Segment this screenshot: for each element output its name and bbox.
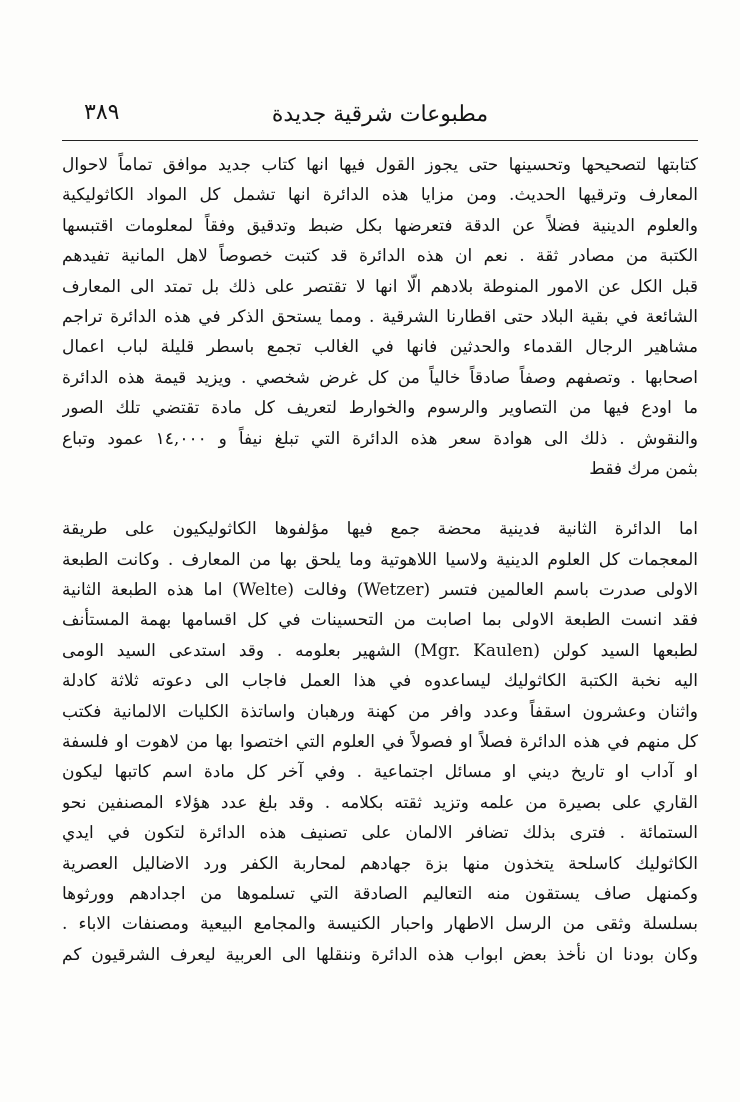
- paragraph-2: [62, 514, 698, 970]
- text-line: واثنان وعشرون اسقفاً وعدد وافر من كهنة ورهبان واساتذة الكليات الالمانية فكتب: [62, 701, 698, 722]
- text-line: اليه نخبة الكتبة الكاثوليك ليساعدوه في هذا العمل فاجاب الى دعوته ثلاثة كادلة: [62, 671, 698, 692]
- text-line: وكمنهل صاف يستقون منه التعاليم الصادقة التي تسلموها من اجدادهم وورثوها: [62, 883, 698, 904]
- text-line: بثمن مرك فقط: [589, 458, 698, 479]
- text-line: المعارف وترقيها الحديث. ومن مزايا هذه الدائرة انها تشمل كل المواد الكاثوليكية: [62, 185, 698, 206]
- text-line: مشاهير الرجال القدماء والحدثين فانها في الغالب تجمع باسطر قليلة لباب اعمال: [62, 337, 698, 358]
- text-line: وكان بودنا ان نأخذ بعض ابواب هذه الدائرة وننقلها الى العربية ليعرف الشرقيون كم: [62, 944, 698, 965]
- text-line: الاولى صدرت باسم العالمين فتسر (Wetzer) وفالت (Welte) اما هذه الطبعة الثانية: [62, 580, 698, 601]
- text-line: القاري على بصيرة من علمه وتزيد ثقته بكلامه . وقد بلغ عدد هؤلاء المصنفين نحو: [62, 792, 698, 813]
- text-line: كل منهم في هذه الدائرة فصلاً او فصولاً في العلوم التي اختصوا بها من لاهوت او فلسفة: [62, 732, 698, 753]
- text-line: الشائعة في بقية البلاد حتى اقطارنا الشرقية . ومما يستحق الذكر في هذه الدائرة تراجم: [62, 306, 698, 327]
- text-line: بسلسلة وثقى من الرسل الاطهار واحبار الكنيسة والمجامع البيعية ومصنفات الاباء .: [62, 914, 698, 935]
- paragraph-1: [62, 150, 698, 484]
- text-line: لطبعها السيد كولن (Mgr. Kaulen) الشهير بعلومه . وقد استدعى السيد الومى: [62, 640, 698, 661]
- text-line: ما اودع فيها من التصاوير والرسوم والخوارط لتعريف كل مادة تقتضي تلك الصور: [62, 398, 698, 419]
- text-line: او آداب او تاريخ ديني او مسائل اجتماعية . وفي آخر كل مادة اسم كاتبها ليكون: [62, 762, 698, 783]
- body-text: [62, 150, 698, 970]
- page-header: [62, 100, 698, 140]
- text-line: الكاثوليك كاسلحة يتخذون منها بزة جهادهم لمحاربة الكفر ورد الاضاليل العصرية: [62, 853, 698, 874]
- paragraph-gap: [62, 484, 698, 514]
- text-line: والنقوش . ذلك الى هوادة سعر هذه الدائرة التي تبلغ نيفاً و ١٤,٠٠٠ عمود وتباع: [62, 428, 698, 449]
- text-line: المعجمات كل العلوم الدينية ولاسيا اللاهوتية وما يلحق بها من المعارف . وكانت الطبعة: [62, 549, 698, 570]
- text-line: الستمائة . فترى بذلك تضافر الالمان على تصنيف هذه الدائرة لتكون في ايدي: [62, 823, 698, 844]
- page-number: ٣٨٩: [84, 100, 120, 125]
- header-rule: [62, 140, 698, 141]
- text-line: الكتبة من مصادر ثقة . نعم ان هذه الدائرة قد كتبت خصوصاً لاهل المانية تفيدهم: [62, 246, 698, 267]
- text-line: والعلوم الدينية فضلاً عن الدقة فتعرضها بكل ضبط وتدقيق وفقاً لمعلومات اقتبسها: [62, 215, 698, 236]
- text-line: اما الدائرة الثانية فدينية محضة جمع فيها مؤلفوها الكاثوليكيون على طريقة: [62, 519, 698, 540]
- text-line: فقد انست الطبعة الاولى بما اصابت من التحسينات في كل اقسامها بهمة المستأنف: [62, 610, 698, 631]
- running-title: مطبوعات شرقية جديدة: [271, 102, 489, 127]
- text-line: اصحابها . وتصفهم وصفاً صادقاً خالياً من كل غرض شخصي . ويزيد قيمة هذه الدائرة: [62, 367, 698, 388]
- text-line: قبل الكل عن الامور المنوطة بلادهم الّا انها لا تقتصر على ذلك بل تمتد الى المعارف: [62, 276, 698, 297]
- text-line: كتابتها لتصحيحها وتحسينها حتى يجوز القول فيها انها كتاب جديد موافق تماماً لاحوال: [62, 155, 698, 175]
